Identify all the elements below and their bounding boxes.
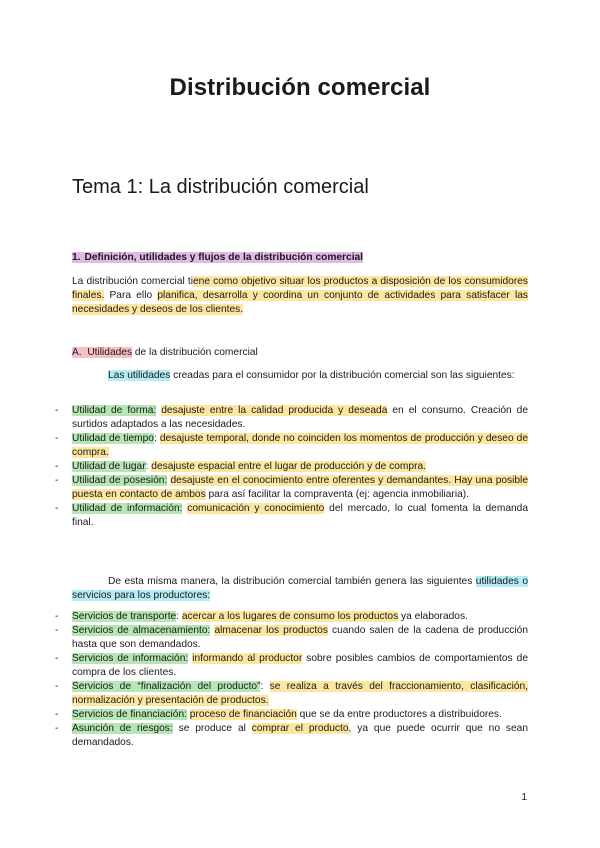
item-term: Servicios de información: bbox=[72, 653, 189, 664]
list-item bbox=[55, 652, 528, 680]
list-item bbox=[55, 432, 528, 460]
utilidades-intro-rest: creadas para el consumidor por la distribución comercial son las siguientes: bbox=[170, 370, 515, 381]
section-1-heading-highlight bbox=[72, 252, 363, 263]
item-highlight: desajuste en el conocimiento entre oferentes y demandantes. Hay una posible puesta en contacto de ambos bbox=[72, 475, 528, 500]
section-number: 1. bbox=[72, 252, 81, 263]
item-rest: que se da entre productores a distribuidores. bbox=[296, 709, 502, 720]
item-highlight: desajuste entre la calidad producida y deseada bbox=[161, 405, 388, 416]
item-term: Utilidad de posesión: bbox=[72, 475, 168, 486]
item-highlight: comprar el producto bbox=[251, 723, 349, 734]
dash-bullet: - bbox=[55, 709, 59, 720]
item-rest: ya elaborados. bbox=[398, 611, 468, 622]
item-rest: , ya que puede ocurrir que no sean demandados. bbox=[72, 723, 528, 748]
definition-paragraph bbox=[72, 275, 528, 318]
item-rest: cuando salen de la cadena de producción hasta que son demandados. bbox=[72, 625, 528, 650]
dash-bullet: - bbox=[55, 611, 59, 622]
list-item bbox=[55, 610, 528, 624]
list-item bbox=[55, 708, 528, 722]
dash-bullet: - bbox=[55, 653, 59, 664]
item-rest: del mercado, lo cual fomenta la demanda final. bbox=[72, 503, 528, 528]
dash-bullet: - bbox=[55, 681, 59, 692]
definition-text-a: La distribución comercial ti bbox=[72, 276, 193, 287]
item-term: Utilidad de información: bbox=[72, 503, 183, 514]
dash-bullet: - bbox=[55, 625, 59, 636]
item-sep: : bbox=[176, 611, 182, 622]
section-1-heading bbox=[72, 252, 363, 263]
dash-bullet: - bbox=[55, 723, 59, 734]
item-term: Servicios de “finalización del producto” bbox=[72, 681, 261, 692]
dash-bullet: - bbox=[55, 433, 59, 444]
document-title: Distribución comercial bbox=[169, 74, 431, 101]
item-highlight: desajuste temporal, donde no coinciden los momentos de producción y deseo de compra. bbox=[72, 433, 528, 458]
definition-highlight-1: ene como objetivo situar los productos a disposición de los consumidores finales. bbox=[72, 276, 529, 302]
subsection-a-heading bbox=[72, 347, 258, 358]
subsection-rest: de la distribución comercial bbox=[132, 347, 258, 358]
item-sep: : bbox=[145, 461, 152, 472]
utilidades-intro bbox=[72, 369, 528, 383]
definition-text-c: Para ello bbox=[104, 290, 158, 302]
list-item bbox=[55, 722, 528, 750]
item-term: Utilidad de forma: bbox=[72, 405, 157, 416]
item-highlight: informando al productor bbox=[192, 653, 303, 664]
item-rest: sobre posibles cambios de comportamientos de compra de los clientes. bbox=[72, 653, 528, 678]
definition-highlight-2: planifica, desarrolla y coordina un conjunto de actividades para satisfacer las necesidades y deseos de los clientes. bbox=[72, 290, 528, 316]
item-highlight: proceso de financiación bbox=[189, 709, 297, 720]
item-term: Servicios de financiación: bbox=[72, 709, 187, 720]
item-highlight: acercar a los lugares de consumo los productos bbox=[181, 611, 399, 622]
item-rest: se realiza a través del fraccionamiento, clasificación, normalización y presentación de productos. bbox=[72, 681, 528, 706]
item-term: Servicios de almacenamiento: bbox=[72, 625, 211, 636]
list-item bbox=[55, 502, 528, 530]
productores-intro-highlight: utilidades o servicios para los productores: bbox=[72, 576, 528, 602]
item-term: Utilidad de tiempo bbox=[72, 433, 154, 444]
subsection-letter: A. bbox=[72, 347, 82, 358]
item-term: Asunción de riesgos: bbox=[72, 723, 173, 734]
productores-intro bbox=[72, 575, 528, 603]
list-item bbox=[55, 624, 528, 652]
utilidades-lead: Las utilidades bbox=[108, 370, 171, 381]
item-highlight: almacenar los productos bbox=[214, 625, 328, 636]
item-rest: en el consumo. Creación de surtidos adaptados a las necesidades. bbox=[72, 405, 529, 430]
dash-bullet: - bbox=[55, 503, 59, 514]
item-sep: : bbox=[153, 433, 160, 444]
subsection-a-highlight bbox=[72, 347, 132, 358]
servicios-list bbox=[0, 610, 600, 750]
item-highlight: comunicación y conocimiento bbox=[187, 503, 325, 514]
item-term: Servicios de transporte bbox=[72, 611, 177, 622]
tema-heading: Tema 1: La distribución comercial bbox=[72, 176, 369, 198]
item-rest: para así facilitar la compraventa (ej: agencia inmobiliaria). bbox=[205, 489, 469, 500]
list-item bbox=[55, 460, 528, 474]
subsection-label: Utilidades bbox=[87, 347, 133, 358]
page-number: 1 bbox=[521, 792, 527, 803]
item-highlight: desajuste espacial entre el lugar de producción y de compra. bbox=[151, 461, 426, 472]
dash-bullet: - bbox=[55, 461, 59, 472]
item-sep: se produce al bbox=[172, 723, 252, 734]
productores-intro-text: De esta misma manera, la distribución comercial también genera las siguientes bbox=[108, 576, 476, 587]
item-term: Utilidad de lugar bbox=[72, 461, 146, 472]
section-title: Definición, utilidades y flujos de la distribución comercial bbox=[84, 252, 364, 263]
item-sep: : bbox=[260, 681, 270, 692]
dash-bullet: - bbox=[55, 475, 59, 486]
dash-bullet: - bbox=[55, 405, 59, 416]
list-item bbox=[55, 680, 528, 708]
list-item bbox=[55, 404, 529, 432]
utilidades-list bbox=[0, 404, 600, 530]
list-item bbox=[55, 474, 528, 502]
